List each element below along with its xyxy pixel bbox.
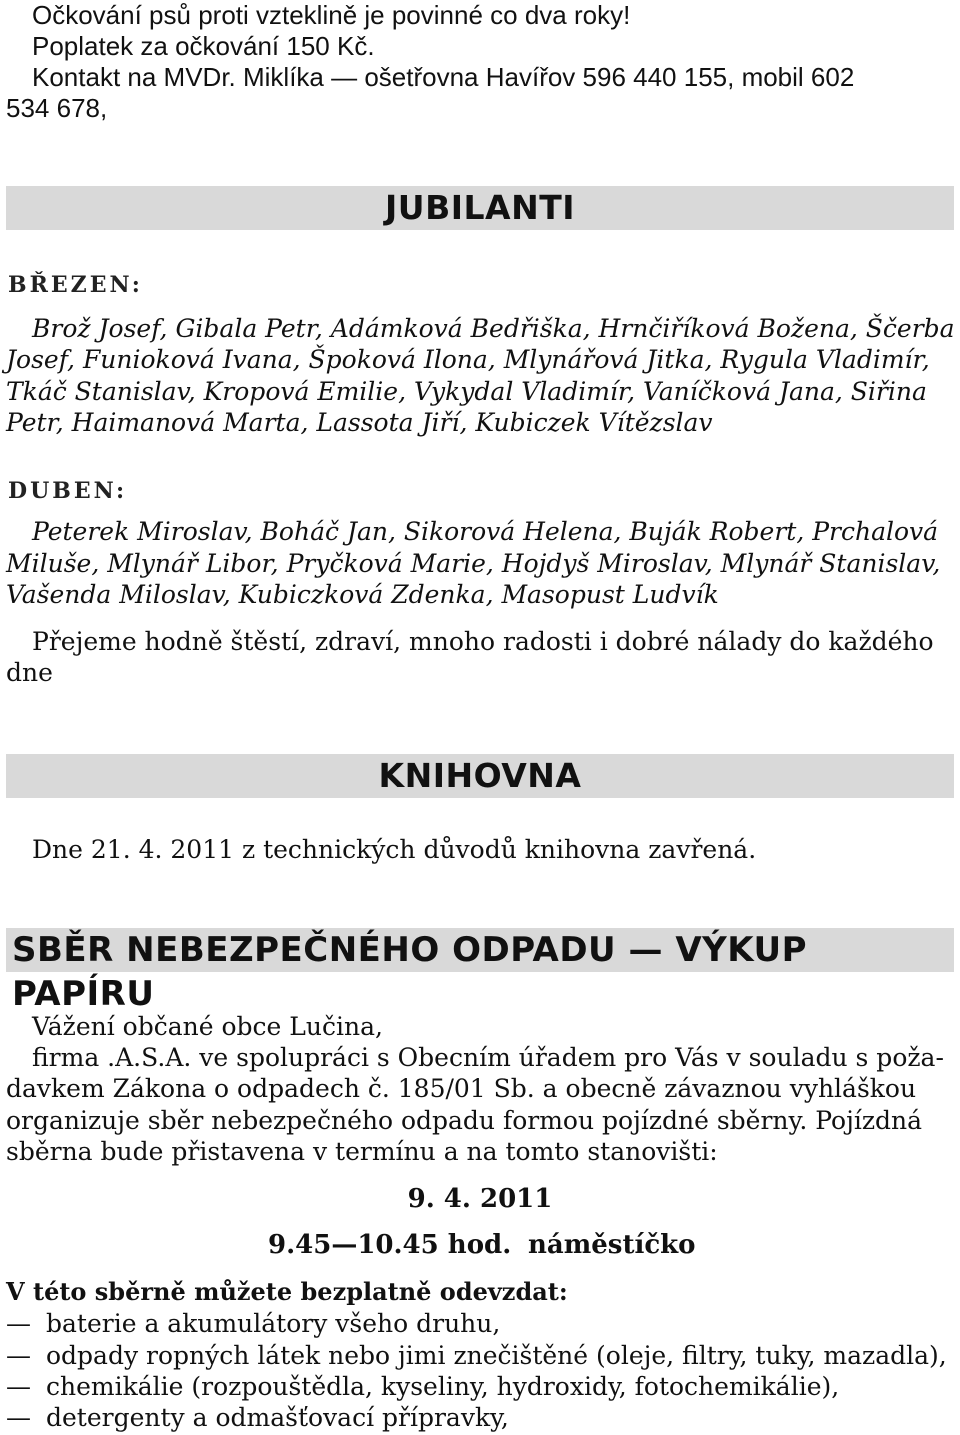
- intro-line-4: 534 678,: [6, 93, 108, 123]
- odpad-heading-bar: [6, 928, 954, 1014]
- list-item-2: odpady ropných látek nebo jimi znečištěné (oleje, filtry, tuky, mazadla),: [46, 1341, 947, 1370]
- brezen-line-3: Tkáč Stanislav, Kropová Emilie, Vykydal Vladimír, Vaníčková Jana, Siřina: [6, 377, 927, 406]
- duben-line-2: Miluše, Mlynář Libor, Pryčková Marie, Hojdyš Miroslav, Mlynář Stanislav,: [6, 549, 941, 578]
- odpad-greeting: Vážení občané obce Lučina,: [32, 1012, 383, 1041]
- knihovna-heading: KNIHOVNA: [378, 756, 582, 795]
- odpad-body-line-3: organizuje sběr nebezpečného odpadu formou pojízdné sběrny. Pojízdná: [6, 1106, 923, 1135]
- list-item-3: chemikálie (rozpouštědla, kyseliny, hydroxidy, fotochemikálie),: [46, 1372, 840, 1401]
- duben-line-1: Peterek Miroslav, Boháč Jan, Sikorová Helena, Buják Robert, Prchalová: [32, 517, 939, 546]
- intro-line-2: Poplatek za očkování 150 Kč.: [32, 31, 375, 61]
- jubilanti-heading: JUBILANTI: [385, 188, 575, 227]
- list-dash-4: —: [6, 1403, 31, 1432]
- wish-line-2: dne: [6, 658, 53, 687]
- intro-line-1: Očkování psů proti vzteklině je povinné co dva roky!: [32, 0, 631, 30]
- brezen-line-4: Petr, Haimanová Marta, Lassota Jiří, Kubiczek Vítězslav: [6, 408, 713, 437]
- knihovna-text: Dne 21. 4. 2011 z technických důvodů knihovna zavřená.: [32, 835, 757, 864]
- odpad-body-line-1: firma .A.S.A. ve spolupráci s Obecním úřadem pro Vás v souladu s poža-: [32, 1043, 944, 1072]
- brezen-line-1: Brož Josef, Gibala Petr, Adámková Bedřiška, Hrnčiříková Božena, Ščerba: [32, 314, 955, 343]
- jubilanti-heading-bar: [6, 186, 954, 230]
- odpad-body-line-4: sběrna bude přistavena v termínu a na tomto stanovišti:: [6, 1137, 718, 1166]
- knihovna-heading-bar: [6, 754, 954, 798]
- odpad-time: 9.45—10.45 hod.: [268, 1230, 512, 1260]
- list-item-4: detergenty a odmašťovací přípravky,: [46, 1403, 509, 1432]
- odpad-body-line-2: davkem Zákona o odpadech č. 185/01 Sb. a obecně závaznou vyhláškou: [6, 1074, 917, 1103]
- wish-line-1: Přejeme hodně štěstí, zdraví, mnoho radosti i dobré nálady do každého: [32, 627, 934, 656]
- brezen-line-2: Josef, Funioková Ivana, Špoková Ilona, Mlynářová Jitka, Rygula Vladimír,: [6, 345, 930, 374]
- list-item-1: baterie a akumulátory všeho druhu,: [46, 1309, 501, 1338]
- duben-label: DUBEN:: [8, 478, 128, 504]
- brezen-label: BŘEZEN:: [8, 272, 143, 298]
- list-dash-3: —: [6, 1372, 31, 1401]
- list-dash-1: —: [6, 1309, 31, 1338]
- intro-line-3: Kontakt na MVDr. Miklíka — ošetřovna Havířov 596 440 155, mobil 602: [32, 62, 855, 92]
- odpad-place: náměstíčko: [528, 1230, 696, 1260]
- odpad-heading: SBĚR NEBEZPEČNÉHO ODPADU — VÝKUP PAPÍRU: [12, 930, 808, 1014]
- list-dash-2: —: [6, 1341, 31, 1370]
- odpad-list-title: V této sběrně můžete bezplatně odevzdat:: [6, 1277, 568, 1306]
- odpad-date: 9. 4. 2011: [407, 1184, 553, 1214]
- duben-line-3: Vašenda Miloslav, Kubiczková Zdenka, Masopust Ludvík: [6, 580, 719, 609]
